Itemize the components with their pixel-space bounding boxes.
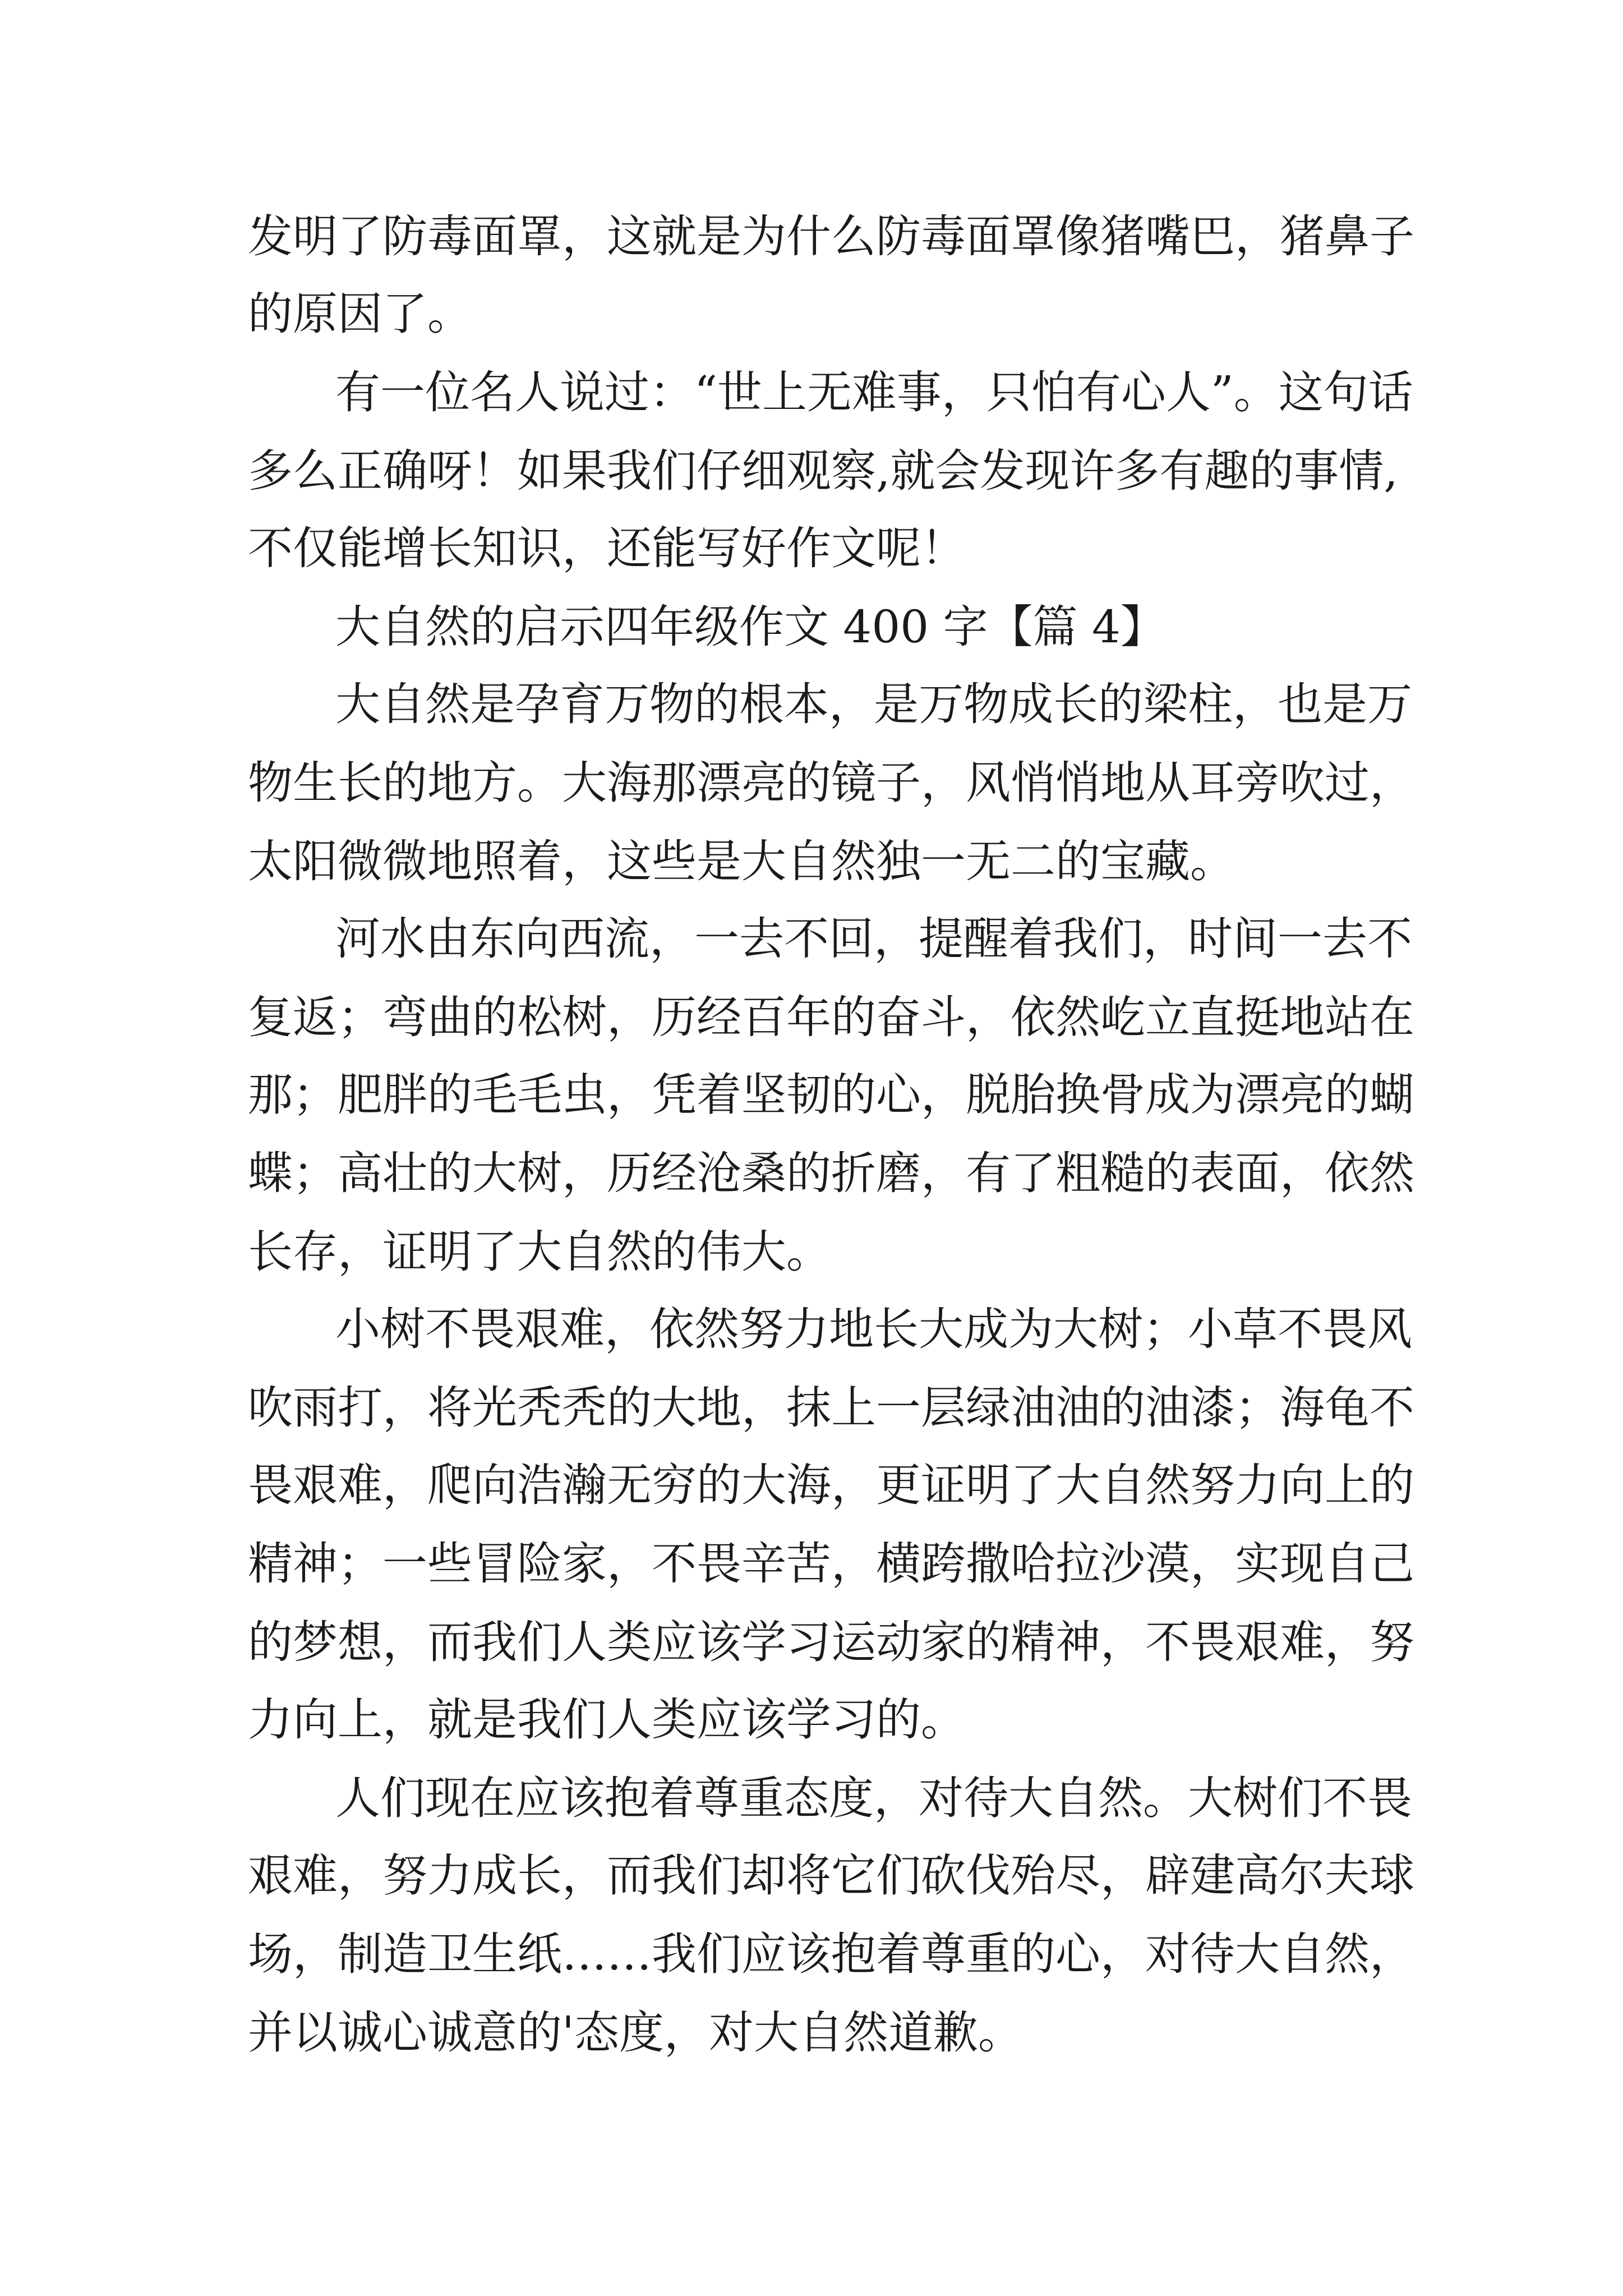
text-line: 物生长的地方。大海那漂亮的镜子，风悄悄地从耳旁吹过， bbox=[248, 757, 1414, 809]
text-line: 精神；一些冒险家，不畏辛苦，横跨撒哈拉沙漠，实现自己 bbox=[248, 1538, 1414, 1590]
text-line: 的原因了。 bbox=[248, 288, 472, 340]
text-line: 并以诚心诚意的'态度，对大自然道歉。 bbox=[248, 2007, 1023, 2059]
text-line: 场，制造卫生纸……我们应该抱着尊重的心，对待大自然， bbox=[248, 1928, 1414, 1980]
text-line: 人们现在应该抱着尊重态度，对待大自然。大树们不畏 bbox=[335, 1772, 1412, 1824]
text-line: 艰难，努力成长，而我们却将它们砍伐殆尽，辟建高尔夫球 bbox=[248, 1849, 1414, 1902]
text-line: 不仅能增长知识，还能写好作文呢！ bbox=[248, 522, 966, 574]
text-line: 有一位名人说过：“世上无难事，只怕有心人”。这句话 bbox=[335, 366, 1413, 418]
text-line: 那；肥胖的毛毛虫，凭着坚韧的心，脱胎换骨成为漂亮的蝴 bbox=[248, 1069, 1414, 1121]
text-line: 畏艰难，爬向浩瀚无穷的大海，更证明了大自然努力向上的 bbox=[248, 1459, 1414, 1511]
text-line: 力向上，就是我们人类应该学习的。 bbox=[248, 1694, 966, 1746]
section-heading: 大自然的启示四年级作文 400 字【篇 4】 bbox=[335, 601, 1165, 653]
text-line: 的梦想，而我们人类应该学习运动家的精神，不畏艰难，努 bbox=[248, 1616, 1414, 1668]
text-line: 小树不畏艰难，依然努力地长大成为大树；小草不畏风 bbox=[335, 1303, 1412, 1355]
text-line: 多么正确呀！如果我们仔细观察,就会发现许多有趣的事情, bbox=[248, 445, 1398, 497]
text-line: 蝶；高壮的大树，历经沧桑的折磨，有了粗糙的表面，依然 bbox=[248, 1147, 1414, 1199]
text-line: 发明了防毒面罩，这就是为什么防毒面罩像猪嘴巴，猪鼻子 bbox=[248, 210, 1414, 263]
text-line: 吹雨打，将光秃秃的大地，抹上一层绿油油的油漆；海龟不 bbox=[248, 1382, 1414, 1434]
text-line: 河水由东向西流，一去不回，提醒着我们，时间一去不 bbox=[335, 913, 1412, 965]
text-line: 复返；弯曲的松树，历经百年的奋斗，依然屹立直挺地站在 bbox=[248, 991, 1414, 1043]
text-line: 大自然是孕育万物的根本，是万物成长的梁柱，也是万 bbox=[335, 678, 1412, 730]
text-line: 长存，证明了大自然的伟大。 bbox=[248, 1226, 831, 1278]
text-line: 太阳微微地照着，这些是大自然独一无二的宝藏。 bbox=[248, 835, 1235, 887]
